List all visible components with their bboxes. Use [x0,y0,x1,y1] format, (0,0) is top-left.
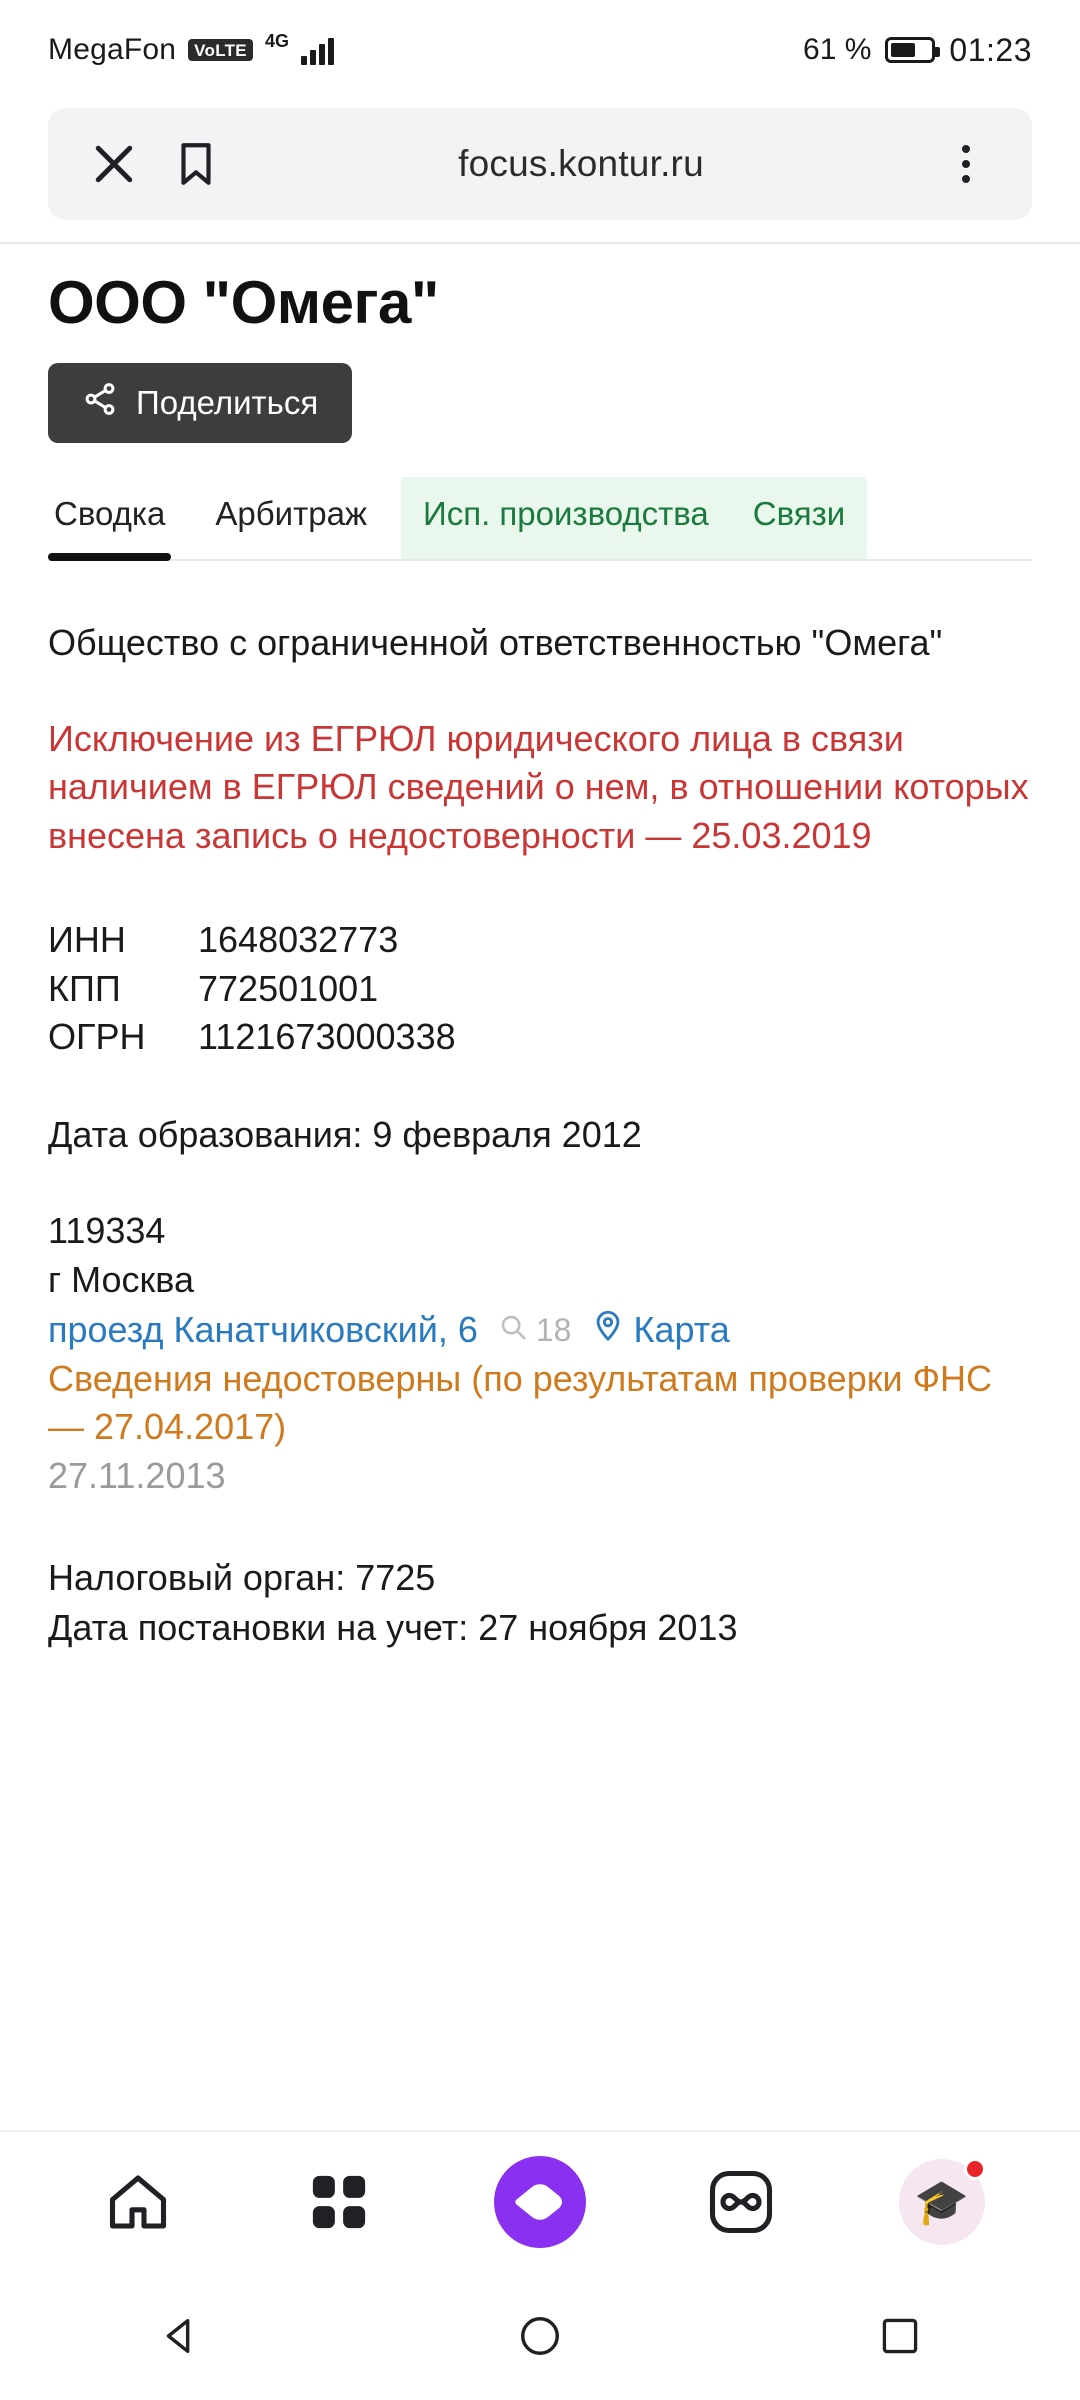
bookmark-icon[interactable] [164,132,228,196]
tax-registration-date: Дата постановки на учет: 27 ноября 2013 [48,1606,738,1648]
url-bar[interactable] [48,108,1032,220]
alice-assistant-icon[interactable] [494,2156,586,2248]
postal-code: 119334 [48,1209,166,1251]
close-icon[interactable] [82,132,146,196]
exclusion-warning: Исключение из ЕГРЮЛ юридического лица в связи наличием в ЕГРЮЛ сведений о нем, в отношении которых внесена запись о недостоверности — 25.03.2019 [48,718,1029,856]
browser-toolbar [0,100,1080,242]
address-record-date: 27.11.2013 [48,1455,226,1497]
map-link-label: Карта [633,1309,730,1351]
carrier-label: MegaFon [48,33,177,66]
share-button-label: Поделиться [136,384,319,421]
status-bar-left [48,30,334,67]
tax-block [48,1553,1032,1652]
map-link[interactable] [591,1305,729,1355]
tabs-infinite-icon[interactable] [695,2156,787,2248]
kpp-value: 772501001 [198,967,379,1009]
address-count-label: 18 [535,1311,572,1348]
back-triangle-icon[interactable] [125,2296,235,2376]
browser-bottom-nav [0,2130,1080,2272]
map-pin-icon [591,1305,625,1355]
ogrn-value: 1121673000338 [198,1016,456,1058]
address-unreliable-note: Сведения недостоверны (по результатам проверки ФНС — 27.04.2017) [48,1357,992,1447]
status-bar [0,0,1080,100]
profile-avatar[interactable] [896,2156,988,2248]
share-button[interactable] [48,363,352,443]
recents-square-icon[interactable] [845,2296,955,2376]
tab-isp-proizvodstva[interactable]: Исп. производства [401,477,731,559]
android-system-nav [0,2272,1080,2400]
street-line [48,1305,1032,1355]
tab-svodka[interactable]: Сводка [48,477,171,559]
battery-percent-label: 61 % [803,33,872,66]
registration-codes [48,916,1032,1062]
battery-icon [885,37,935,63]
city: г Москва [48,1259,195,1301]
notification-dot [964,2158,986,2180]
magnifier-icon [498,1305,528,1355]
page-content [0,242,1080,2122]
apps-grid-icon[interactable] [293,2156,385,2248]
volte-badge: VoLTE [188,39,253,61]
page-title: ООО "Омега" [48,269,439,336]
url-text[interactable]: focus.kontur.ru [458,143,704,184]
ogrn-label: ОГРН [48,1016,146,1058]
inn-value: 1648032773 [198,918,399,960]
clock-label: 01:23 [949,31,1032,68]
code-row-kpp [48,965,1032,1014]
tab-bar [48,477,1032,561]
overflow-menu-icon[interactable] [934,132,998,196]
signal-strength-icon [301,35,334,65]
tax-authority: Налоговый орган: 7725 [48,1556,436,1598]
inn-label: ИНН [48,918,126,960]
avatar-glyph: 🎓 [899,2159,985,2245]
company-full-name: Общество с ограниченной ответственностью "Омега" [48,622,943,663]
network-type-label: 4G [264,30,289,51]
street-link[interactable]: проезд Канатчиковский, 6 [48,1309,478,1351]
home-icon[interactable] [92,2156,184,2248]
address-company-count[interactable] [498,1305,572,1355]
status-bar-right [803,32,1032,69]
share-icon [82,381,118,425]
address-block [48,1206,1032,1501]
home-circle-icon[interactable] [485,2296,595,2376]
tab-arbitrazh[interactable]: Арбитраж [215,495,367,532]
founded-date: Дата образования: 9 февраля 2012 [48,1113,642,1155]
tab-svyazi[interactable]: Связи [731,477,867,559]
code-row-inn [48,916,1032,965]
code-row-ogrn [48,1013,1032,1062]
kpp-label: КПП [48,967,121,1009]
